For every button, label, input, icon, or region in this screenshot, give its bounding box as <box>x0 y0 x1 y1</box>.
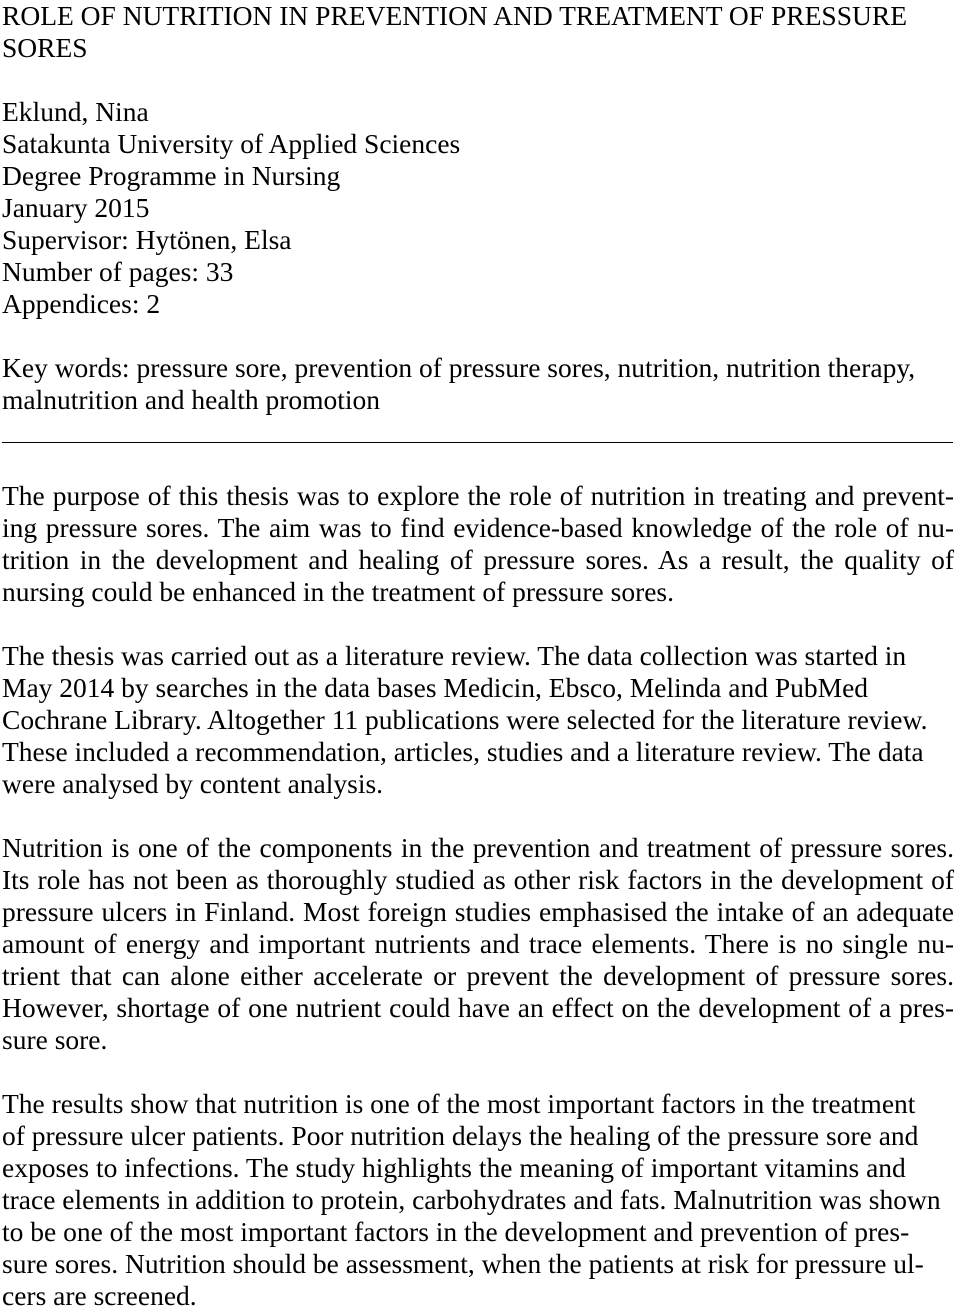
abstract-line: sure sores. Nutrition should be assessment, when the patients at risk for pressure ul- <box>2 1248 924 1279</box>
page-count-value: 33 <box>205 256 234 287</box>
supervisor <box>2 224 954 256</box>
separator-line <box>2 416 954 448</box>
abstract-line: were analysed by content analysis. <box>2 768 384 799</box>
horizontal-rule <box>2 442 953 443</box>
abstract-line: Cochrane Library. Altogether 11 publications were selected for the literature review. <box>2 704 928 735</box>
title-line: SORES <box>2 32 88 63</box>
abstract-paragraph <box>2 832 954 1056</box>
abstract-line: The results show that nutrition is one of the most important factors in the treatment <box>2 1088 916 1119</box>
abstract-paragraph <box>2 1088 954 1312</box>
abstract-line: ing pressure sores. The aim was to find evidence-based knowledge of the role of nu- <box>2 512 954 543</box>
appendices-label: Appendices: <box>2 288 140 319</box>
abstract-line: amount of energy and important nutrients and trace elements. There is no single nu- <box>2 928 954 959</box>
appendices <box>2 288 954 320</box>
page-count-label: Number of pages: <box>2 256 200 287</box>
abstract-line: to be one of the most important factors in the development and prevention of pres- <box>2 1216 910 1247</box>
abstract-line: sure sore. <box>2 1024 108 1055</box>
abstract-line: Nutrition is one of the components in the prevention and treatment of pressure sores. <box>2 832 954 863</box>
abstract-paragraph <box>2 640 954 800</box>
spacer <box>2 320 954 352</box>
abstract-line: The thesis was carried out as a literature review. The data collection was started in <box>2 640 907 671</box>
abstract-line: of pressure ulcer patients. Poor nutrition delays the healing of the pressure sore and <box>2 1120 919 1151</box>
keywords-text: pressure sore, prevention of pressure sores, nutrition, nutrition therapy, <box>136 352 916 383</box>
spacer <box>2 448 954 480</box>
author: Eklund, Nina <box>2 96 149 127</box>
abstract-line: trition in the development and healing of pressure sores. As a result, the quality of <box>2 544 954 575</box>
appendices-value: 2 <box>146 288 161 319</box>
thesis-title <box>2 0 954 64</box>
abstract-line: exposes to infections. The study highlights the meaning of important vitamins and <box>2 1152 906 1183</box>
abstract-line: trient that can alone either accelerate or prevent the development of pressure sores. <box>2 960 954 991</box>
abstract-line: The purpose of this thesis was to explore the role of nutrition in treating and prevent- <box>2 480 954 511</box>
degree-programme: Degree Programme in Nursing <box>2 160 341 191</box>
abstract-paragraph <box>2 480 954 608</box>
abstract-line: May 2014 by searches in the data bases Medicin, Ebsco, Melinda and PubMed <box>2 672 869 703</box>
front-matter <box>2 96 954 320</box>
abstract-line: cers are screened. <box>2 1280 197 1311</box>
keywords <box>2 352 954 416</box>
abstract-line: These included a recommendation, articles, studies and a literature review. The data <box>2 736 924 767</box>
abstract-line: nursing could be enhanced in the treatment of pressure sores. <box>2 576 675 607</box>
supervisor-label: Supervisor: <box>2 224 129 255</box>
abstract-line: pressure ulcers in Finland. Most foreign studies emphasised the intake of an adequate <box>2 896 954 927</box>
keywords-line <box>2 352 954 384</box>
abstract-line: trace elements in addition to protein, carbohydrates and fats. Malnutrition was shown <box>2 1184 941 1215</box>
spacer <box>2 800 954 832</box>
spacer <box>2 1056 954 1088</box>
spacer <box>2 64 954 96</box>
spacer <box>2 608 954 640</box>
keywords-line <box>2 384 954 416</box>
date: January 2015 <box>2 192 150 223</box>
thesis-abstract-page <box>2 0 954 1312</box>
supervisor-name: Hytönen, Elsa <box>135 224 292 255</box>
keywords-label: Key words: <box>2 352 130 383</box>
abstract-line: Its role has not been as thoroughly studied as other risk factors in the development of <box>2 864 954 895</box>
institution: Satakunta University of Applied Sciences <box>2 128 461 159</box>
abstract-line: However, shortage of one nutrient could have an effect on the development of a pres- <box>2 992 954 1023</box>
page-count <box>2 256 954 288</box>
keywords-text: malnutrition and health promotion <box>2 384 381 415</box>
title-line: ROLE OF NUTRITION IN PREVENTION AND TREATMENT OF PRESSURE <box>2 0 907 31</box>
